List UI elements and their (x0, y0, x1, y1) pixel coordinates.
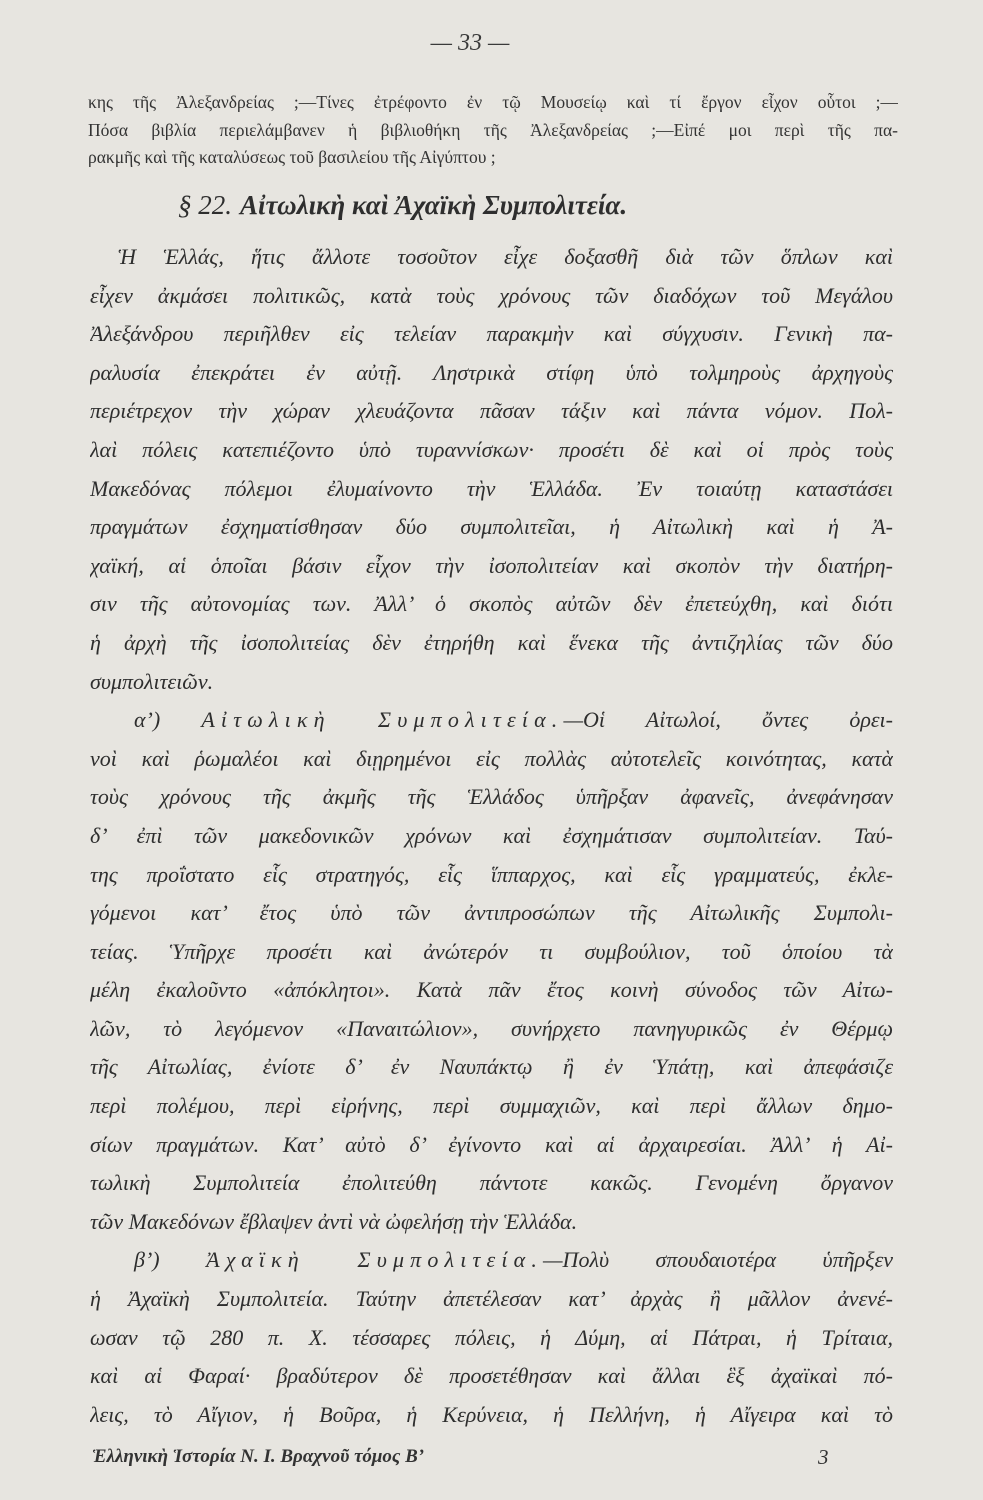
subsection-label: β’) (134, 1247, 160, 1273)
subsection-title: Αἰτωλικὴ Συμπολιτεία. (201, 707, 564, 733)
text-line: Ἀλεξάνδρου περιῆλθεν εἰς τελείαν παρακμὴν καὶ σύγχυσιν. Γενικὴ πα- (90, 321, 893, 347)
text-line: Ἡ Ἑλλάς, ἥτις ἄλλοτε τοσοῦτον εἶχε δοξασθῆ διὰ τῶν ὅπλων καὶ (118, 244, 893, 269)
page-number: — 33 — (430, 30, 510, 56)
text-line: γόμενοι κατ’ ἔτος ὑπὸ τῶν ἀντιπροσώπων τῆς Αἰτωλικῆς Συμπολι- (90, 900, 893, 926)
text-line: εἶχεν ἀκμάσει πολιτικῶς, κατὰ τοὺς χρόνους τῶν διαδόχων τοῦ Μεγάλου (90, 282, 893, 308)
text-line: συμπολιτειῶν. (90, 668, 214, 694)
subsection-line-a (90, 701, 893, 740)
text-line: σιν τῆς αὐτονομίας των. Ἀλλ’ ὁ σκοπὸς αὐτῶν δὲν ἐπετεύχθη, καὶ διότι (90, 591, 893, 617)
text-line: τῆς Αἰτωλίας, ἐνίοτε δ’ ἐν Ναυπάκτῳ ἢ ἐν Ὑπάτῃ, καὶ ἀπεφάσιζε (90, 1054, 893, 1080)
subsection-text: —Οἱ Αἰτωλοί, ὄντες ὀρει- (563, 707, 893, 733)
section-heading (178, 185, 818, 225)
text-line: της προΐστατο εἷς στρατηγός, εἷς ἵππαρχος, καὶ εἷς γραμματεύς, ἐκλε- (90, 861, 893, 887)
question-line: κης τῆς Ἀλεξανδρείας ;—Τίνες ἐτρέφοντο ἐν τῷ Μουσείῳ καὶ τί ἔργον εἶχον οὗτοι ;— (88, 92, 898, 112)
text-line: πραγμάτων ἐσχηματίσθησαν δύο συμπολιτεῖαι, ἡ Αἰτωλικὴ καὶ ἡ Ἀ- (90, 514, 893, 540)
text-line: σίων πραγμάτων. Κατ’ αὐτὸ δ’ ἐγίνοντο καὶ αἱ ἀρχαιρεσίαι. Ἀλλ’ ἡ Αἰ- (90, 1131, 893, 1157)
subsection-text: —Πολὺ σπουδαιοτέρα ὑπῆρξεν (543, 1247, 893, 1273)
text-line: λαὶ πόλεις κατεπιέζοντο ὑπὸ τυραννίσκων· προσέτι δὲ καὶ οἱ πρὸς τοὺς (90, 436, 893, 462)
text-line: ἡ ἀρχὴ τῆς ἰσοπολιτείας δὲν ἐτηρήθη καὶ ἕνεκα τῆς ἀντιζηλίας τῶν δύο (90, 629, 893, 655)
text-line: τείας. Ὑπῆρχε προσέτι καὶ ἀνώτερόν τι συμβούλιον, τοῦ ὁποίου τὰ (90, 938, 893, 964)
text-line: τῶν Μακεδόνων ἔβλαψεν ἀντὶ νὰ ὠφελήσῃ τὴν Ἑλλάδα. (90, 1208, 578, 1234)
text-line: λεις, τὸ Αἴγιον, ἡ Βοῦρα, ἡ Κερύνεια, ἡ Πελλήνη, ἡ Αἴγειρα καὶ τὸ (90, 1401, 893, 1427)
signature-mark: 3 (818, 1445, 829, 1469)
review-questions (88, 89, 898, 172)
text-line: χαϊκή, αἱ ὁποῖαι βάσιν εἶχον τὴν ἰσοπολιτείαν καὶ σκοπὸν τὴν διατήρη- (90, 552, 893, 578)
text-line: ἡ Ἀχαϊκὴ Συμπολιτεία. Ταύτην ἀπετέλεσαν κατ’ ἀρχὰς ἢ μᾶλλον ἀνενέ- (90, 1286, 893, 1312)
text-line: Μακεδόνας πόλεμοι ἐλυμαίνοντο τὴν Ἑλλάδα. Ἐν τοιαύτῃ καταστάσει (90, 475, 893, 501)
text-line: νοὶ καὶ ῥωμαλέοι καὶ διῃρημένοι εἰς πολλὰς αὐτοτελεῖς κοινότητας, κατὰ (90, 745, 893, 771)
section-number: § 22. (178, 190, 232, 220)
subsection-line-b (90, 1241, 893, 1280)
page-footer (92, 1440, 892, 1474)
text-line: τωλικὴ Συμπολιτεία ἐπολιτεύθη πάντοτε κακῶς. Γενομένη ὄργανον (90, 1170, 893, 1196)
subsection-label: α’) (134, 707, 161, 733)
text-line: περιέτρεχον τὴν χώραν χλευάζοντα πᾶσαν τάξιν καὶ πάντα νόμον. Πολ- (90, 398, 893, 424)
text-line: καὶ αἱ Φαραί· βραδύτερον δὲ προσετέθησαν καὶ ἄλλαι ἓξ ἀχαϊκαὶ πό- (90, 1363, 893, 1389)
text-line: λῶν, τὸ λεγόμενον «Παναιτώλιον», συνήρχετο πανηγυρικῶς ἐν Θέρμῳ (90, 1015, 893, 1041)
question-line: ρακμῆς καὶ τῆς καταλύσεως τοῦ βασιλείου τῆς Αἰγύπτου ; (88, 147, 496, 167)
section-title: Αἰτωλικὴ καὶ Ἀχαϊκὴ Συμπολιτεία. (240, 190, 628, 220)
text-line: μέλη ἐκαλοῦντο «ἀπόκλητοι». Κατὰ πᾶν ἔτος κοινὴ σύνοδος τῶν Αἰτω- (90, 977, 893, 1003)
subsection-title: Ἀχαϊκὴ Συμπολιτεία. (206, 1247, 543, 1273)
text-line: δ’ ἐπὶ τῶν μακεδονικῶν χρόνων καὶ ἐσχημάτισαν συμπολιτείαν. Ταύ- (90, 822, 893, 848)
text-line: ωσαν τῷ 280 π. Χ. τέσσαρες πόλεις, ἡ Δύμη, αἱ Πάτραι, ἡ Τρίταια, (90, 1324, 893, 1350)
question-line: Πόσα βιβλία περιελάμβανεν ἡ βιβλιοθήκη τῆς Ἀλεξανδρείας ;—Εἰπέ μοι περὶ τῆς πα- (88, 119, 898, 140)
body-text (90, 238, 893, 1434)
text-line: ραλυσία ἐπεκράτει ἐν αὐτῇ. Ληστρικὰ στίφη ὑπὸ τολμηροὺς ἀρχηγοὺς (90, 359, 893, 385)
text-line: τοὺς χρόνους τῆς ἀκμῆς τῆς Ἑλλάδος ὑπῆρξαν ἀφανεῖς, ἀνεφάνησαν (90, 784, 893, 810)
text-line: περὶ πολέμου, περὶ εἰρήνης, περὶ συμμαχιῶν, καὶ περὶ ἄλλων δημο- (90, 1093, 893, 1119)
footer-title: Ἑλληνικὴ Ἱστορία Ν. Ι. Βραχνοῦ τόμος Β’ (92, 1446, 425, 1467)
